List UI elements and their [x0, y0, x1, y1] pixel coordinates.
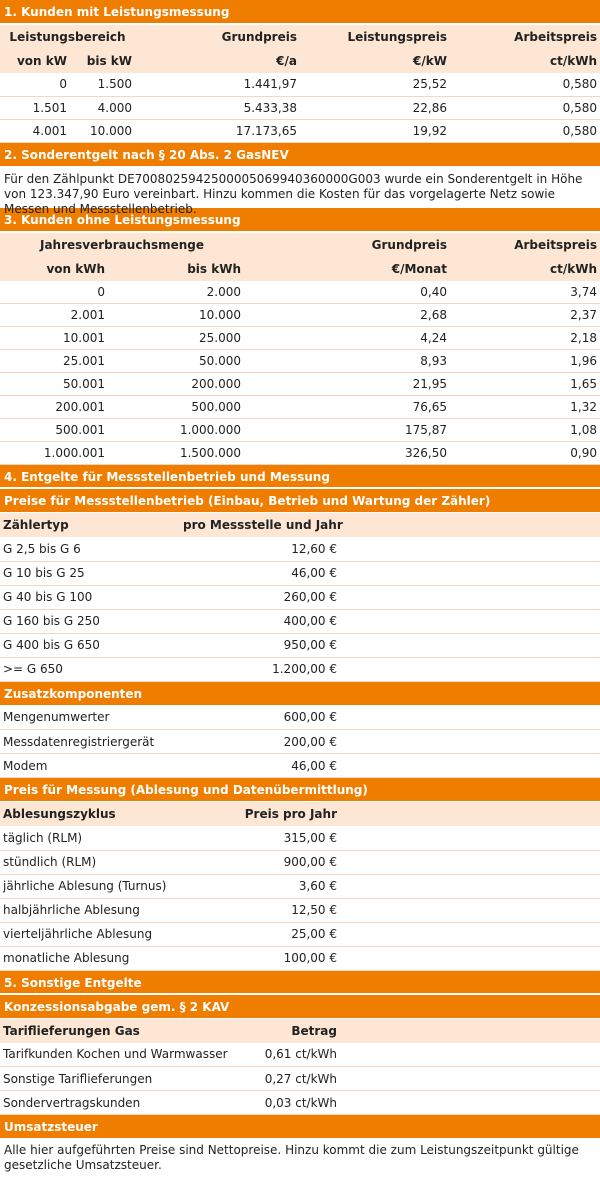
col-preis-pro-jahr: Preis pro Jahr: [244, 807, 337, 821]
cell: 400,00 €: [180, 609, 340, 633]
spacer: [340, 802, 600, 826]
cell: 2.001: [0, 304, 108, 327]
cell: 1.200,00 €: [180, 657, 340, 681]
table-row: [0, 561, 600, 585]
spacer: [340, 874, 600, 898]
cell: 1,08: [450, 419, 600, 442]
cell: 21,95: [244, 373, 450, 396]
cell: 46,00 €: [180, 561, 340, 585]
cell: stündlich (RLM): [0, 850, 180, 874]
spacer: [340, 850, 600, 874]
cell: 1.500.000: [108, 442, 244, 465]
col-pro-messstelle: pro Messstelle und Jahr: [183, 518, 343, 532]
kav-table: [0, 1019, 600, 1116]
table-row: [0, 633, 600, 657]
table-row: [0, 706, 600, 730]
cell: 100,00 €: [180, 946, 340, 970]
col-jahresverbrauchsmenge: Jahresverbrauchsmenge: [39, 237, 205, 252]
unit-von-kw: von kW: [16, 54, 67, 68]
table-row: [0, 73, 600, 96]
unit-eur-monat: €/Monat: [391, 261, 448, 276]
cell: 175,87: [244, 419, 450, 442]
cell: G 160 bis G 250: [0, 609, 180, 633]
cell: 8,93: [244, 350, 450, 373]
spacer: [340, 730, 600, 754]
cell: 600,00 €: [180, 706, 340, 730]
cell: >= G 650: [0, 657, 180, 681]
spacer: [340, 1067, 600, 1091]
unit-bis-kw: bis kW: [86, 54, 132, 68]
cell: 200.001: [0, 396, 108, 419]
unit-eur-a: €/a: [276, 54, 297, 68]
spacer: [340, 898, 600, 922]
col-zaehlertyp: Zählertyp: [3, 518, 69, 532]
msb-table: [0, 513, 600, 682]
cell: 19,92: [300, 119, 450, 142]
kav-title: Konzessionsabgabe gem. § 2 KAV: [0, 995, 600, 1019]
section-1-table: [0, 25, 600, 143]
cell: 0: [0, 281, 108, 304]
kav-header-row: [0, 1019, 600, 1043]
table-row: [0, 874, 600, 898]
spacer: [340, 585, 600, 609]
col-leistungsbereich: Leistungsbereich: [9, 30, 126, 44]
table-row: [0, 327, 600, 350]
cell: G 40 bis G 100: [0, 585, 180, 609]
cell: 25.000: [108, 327, 244, 350]
cell: 10.001: [0, 327, 108, 350]
section-4-title: 4. Entgelte für Messstellenbetrieb und Messung: [0, 465, 600, 489]
cell: halbjährliche Ablesung: [0, 898, 180, 922]
cell: 0,27 ct/kWh: [240, 1067, 340, 1091]
cell: 1,32: [450, 396, 600, 419]
section-2-text: Für den Zählpunkt DE7008025942500005069940360000G003 wurde ein Sonderentgelt in Höhe von 123.347,90 Euro vereinbart. Hinzu kommen die Kosten für das vorgelagerte Netz sowie: [4, 171, 583, 201]
spacer: [340, 1091, 600, 1115]
unit-bis-kwh: bis kWh: [187, 261, 242, 276]
table-row: [0, 922, 600, 946]
table-row: [0, 373, 600, 396]
cell: 4.000: [70, 96, 135, 119]
cell: 12,50 €: [180, 898, 340, 922]
zusatz-title: Zusatzkomponenten: [0, 682, 600, 706]
spacer: [340, 1019, 600, 1043]
section-1-header-row: [0, 25, 600, 49]
spacer: [340, 609, 600, 633]
messung-table: [0, 802, 600, 971]
spacer: [340, 706, 600, 730]
cell: 10.000: [70, 119, 135, 142]
col-tariflieferungen: Tariflieferungen Gas: [3, 1023, 140, 1038]
cell: 76,65: [244, 396, 450, 419]
cell: 315,00 €: [180, 826, 340, 850]
cell: Mengenumwerter: [0, 706, 180, 730]
cell: 2,68: [244, 304, 450, 327]
col-grundpreis: Grundpreis: [221, 30, 297, 44]
cell: 25,52: [300, 73, 450, 96]
section-5-title: 5. Sonstige Entgelte: [0, 971, 600, 995]
cell: 1,96: [450, 350, 600, 373]
col-betrag: Betrag: [291, 1023, 337, 1038]
table-row: [0, 419, 600, 442]
spacer: [340, 633, 600, 657]
cell: 12,60 €: [180, 537, 340, 561]
spacer: [340, 657, 600, 681]
cell: 500.001: [0, 419, 108, 442]
cell: 0,580: [450, 119, 600, 142]
spacer: [340, 922, 600, 946]
table-row: [0, 350, 600, 373]
cell: G 10 bis G 25: [0, 561, 180, 585]
col-grundpreis: Grundpreis: [371, 237, 448, 252]
col-ablesungszyklus: Ablesungszyklus: [3, 807, 116, 821]
section-3-unit-row: [0, 257, 600, 281]
spacer: [340, 537, 600, 561]
cell: 22,86: [300, 96, 450, 119]
table-row: [0, 850, 600, 874]
table-row: [0, 396, 600, 419]
spacer: [340, 946, 600, 970]
table-row: [0, 1091, 600, 1115]
cell: G 400 bis G 650: [0, 633, 180, 657]
table-row: [0, 898, 600, 922]
cell: 900,00 €: [180, 850, 340, 874]
cell: 0,03 ct/kWh: [240, 1091, 340, 1115]
cell: 0,61 ct/kWh: [240, 1043, 340, 1067]
cell: 1.441,97: [135, 73, 300, 96]
section-3-table: [0, 233, 600, 466]
cell: 200,00 €: [180, 730, 340, 754]
spacer: [340, 826, 600, 850]
ust-title: Umsatzsteuer: [0, 1115, 600, 1139]
cell: täglich (RLM): [0, 826, 180, 850]
cell: 17.173,65: [135, 119, 300, 142]
cell: 3,60 €: [180, 874, 340, 898]
messung-header-row: [0, 802, 600, 826]
table-row: [0, 657, 600, 681]
cell: 0,90: [450, 442, 600, 465]
table-row: [0, 1043, 600, 1067]
table-row: [0, 442, 600, 465]
cell: 46,00 €: [180, 754, 340, 778]
col-arbeitspreis: Arbeitspreis: [514, 237, 598, 252]
ust-text: Alle hier aufgeführten Preise sind Nettopreise. Hinzu kommt die zum Leistungszeitpunkt gültige gesetzliche Umsatzsteuer.: [4, 1143, 579, 1172]
cell: 0,580: [450, 73, 600, 96]
cell: 0,40: [244, 281, 450, 304]
cell: Sondervertragskunden: [0, 1091, 240, 1115]
section-3-rows: [0, 281, 600, 465]
cell: 50.000: [108, 350, 244, 373]
cell: 5.433,38: [135, 96, 300, 119]
msb-header-row: [0, 513, 600, 537]
zusatz-table: [0, 706, 600, 779]
cell: 2.000: [108, 281, 244, 304]
table-row: [0, 826, 600, 850]
section-3-header-row: [0, 233, 600, 257]
col-arbeitspreis: Arbeitspreis: [514, 30, 597, 44]
table-row: [0, 609, 600, 633]
cell: 0: [0, 73, 70, 96]
cell: 500.000: [108, 396, 244, 419]
spacer: [340, 513, 600, 537]
spacer: [340, 754, 600, 778]
cell: 25.001: [0, 350, 108, 373]
col-leistungspreis: Leistungspreis: [347, 30, 447, 44]
messung-title: Preis für Messung (Ablesung und Datenübermittlung): [0, 778, 600, 802]
cell: 25,00 €: [180, 922, 340, 946]
cell: 950,00 €: [180, 633, 340, 657]
cell: 1.500: [70, 73, 135, 96]
cell: 1,65: [450, 373, 600, 396]
table-row: [0, 585, 600, 609]
table-row: [0, 730, 600, 754]
cell: 2,37: [450, 304, 600, 327]
table-row: [0, 754, 600, 778]
cell: G 2,5 bis G 6: [0, 537, 180, 561]
unit-ct-kwh: ct/kWh: [550, 54, 597, 68]
table-row: [0, 946, 600, 970]
section-1-title: 1. Kunden mit Leistungsmessung: [0, 0, 600, 25]
table-row: [0, 304, 600, 327]
cell: Sonstige Tariflieferungen: [0, 1067, 240, 1091]
cell: 1.501: [0, 96, 70, 119]
table-row: [0, 537, 600, 561]
table-row: [0, 1067, 600, 1091]
cell: 2,18: [450, 327, 600, 350]
unit-ct-kwh: ct/kWh: [550, 261, 598, 276]
section-3-title: 3. Kunden ohne Leistungsmessung: [0, 208, 600, 233]
table-row: [0, 281, 600, 304]
cell: 4,24: [244, 327, 450, 350]
msb-title: Preise für Messstellenbetrieb (Einbau, Betrieb und Wartung der Zähler): [0, 489, 600, 513]
unit-von-kwh: von kWh: [46, 261, 105, 276]
section-2-title: 2. Sonderentgelt nach § 20 Abs. 2 GasNEV: [0, 143, 600, 168]
cell: 0,580: [450, 96, 600, 119]
cell: 1.000.000: [108, 419, 244, 442]
cell: 260,00 €: [180, 585, 340, 609]
cell: Messdatenregistriergerät: [0, 730, 180, 754]
section-1-unit-row: [0, 49, 600, 73]
cell: 4.001: [0, 119, 70, 142]
table-row: [0, 96, 600, 119]
cell: vierteljährliche Ablesung: [0, 922, 180, 946]
cell: 200.000: [108, 373, 244, 396]
table-row: [0, 119, 600, 142]
spacer: [340, 1043, 600, 1067]
cell: Tarifkunden Kochen und Warmwasser: [0, 1043, 240, 1067]
cell: 3,74: [450, 281, 600, 304]
spacer: [340, 561, 600, 585]
cell: 1.000.001: [0, 442, 108, 465]
cell: 50.001: [0, 373, 108, 396]
cell: 326,50: [244, 442, 450, 465]
cell: monatliche Ablesung: [0, 946, 180, 970]
cell: jährliche Ablesung (Turnus): [0, 874, 180, 898]
cell: 10.000: [108, 304, 244, 327]
cell: Modem: [0, 754, 180, 778]
unit-eur-kw: €/kW: [413, 54, 447, 68]
